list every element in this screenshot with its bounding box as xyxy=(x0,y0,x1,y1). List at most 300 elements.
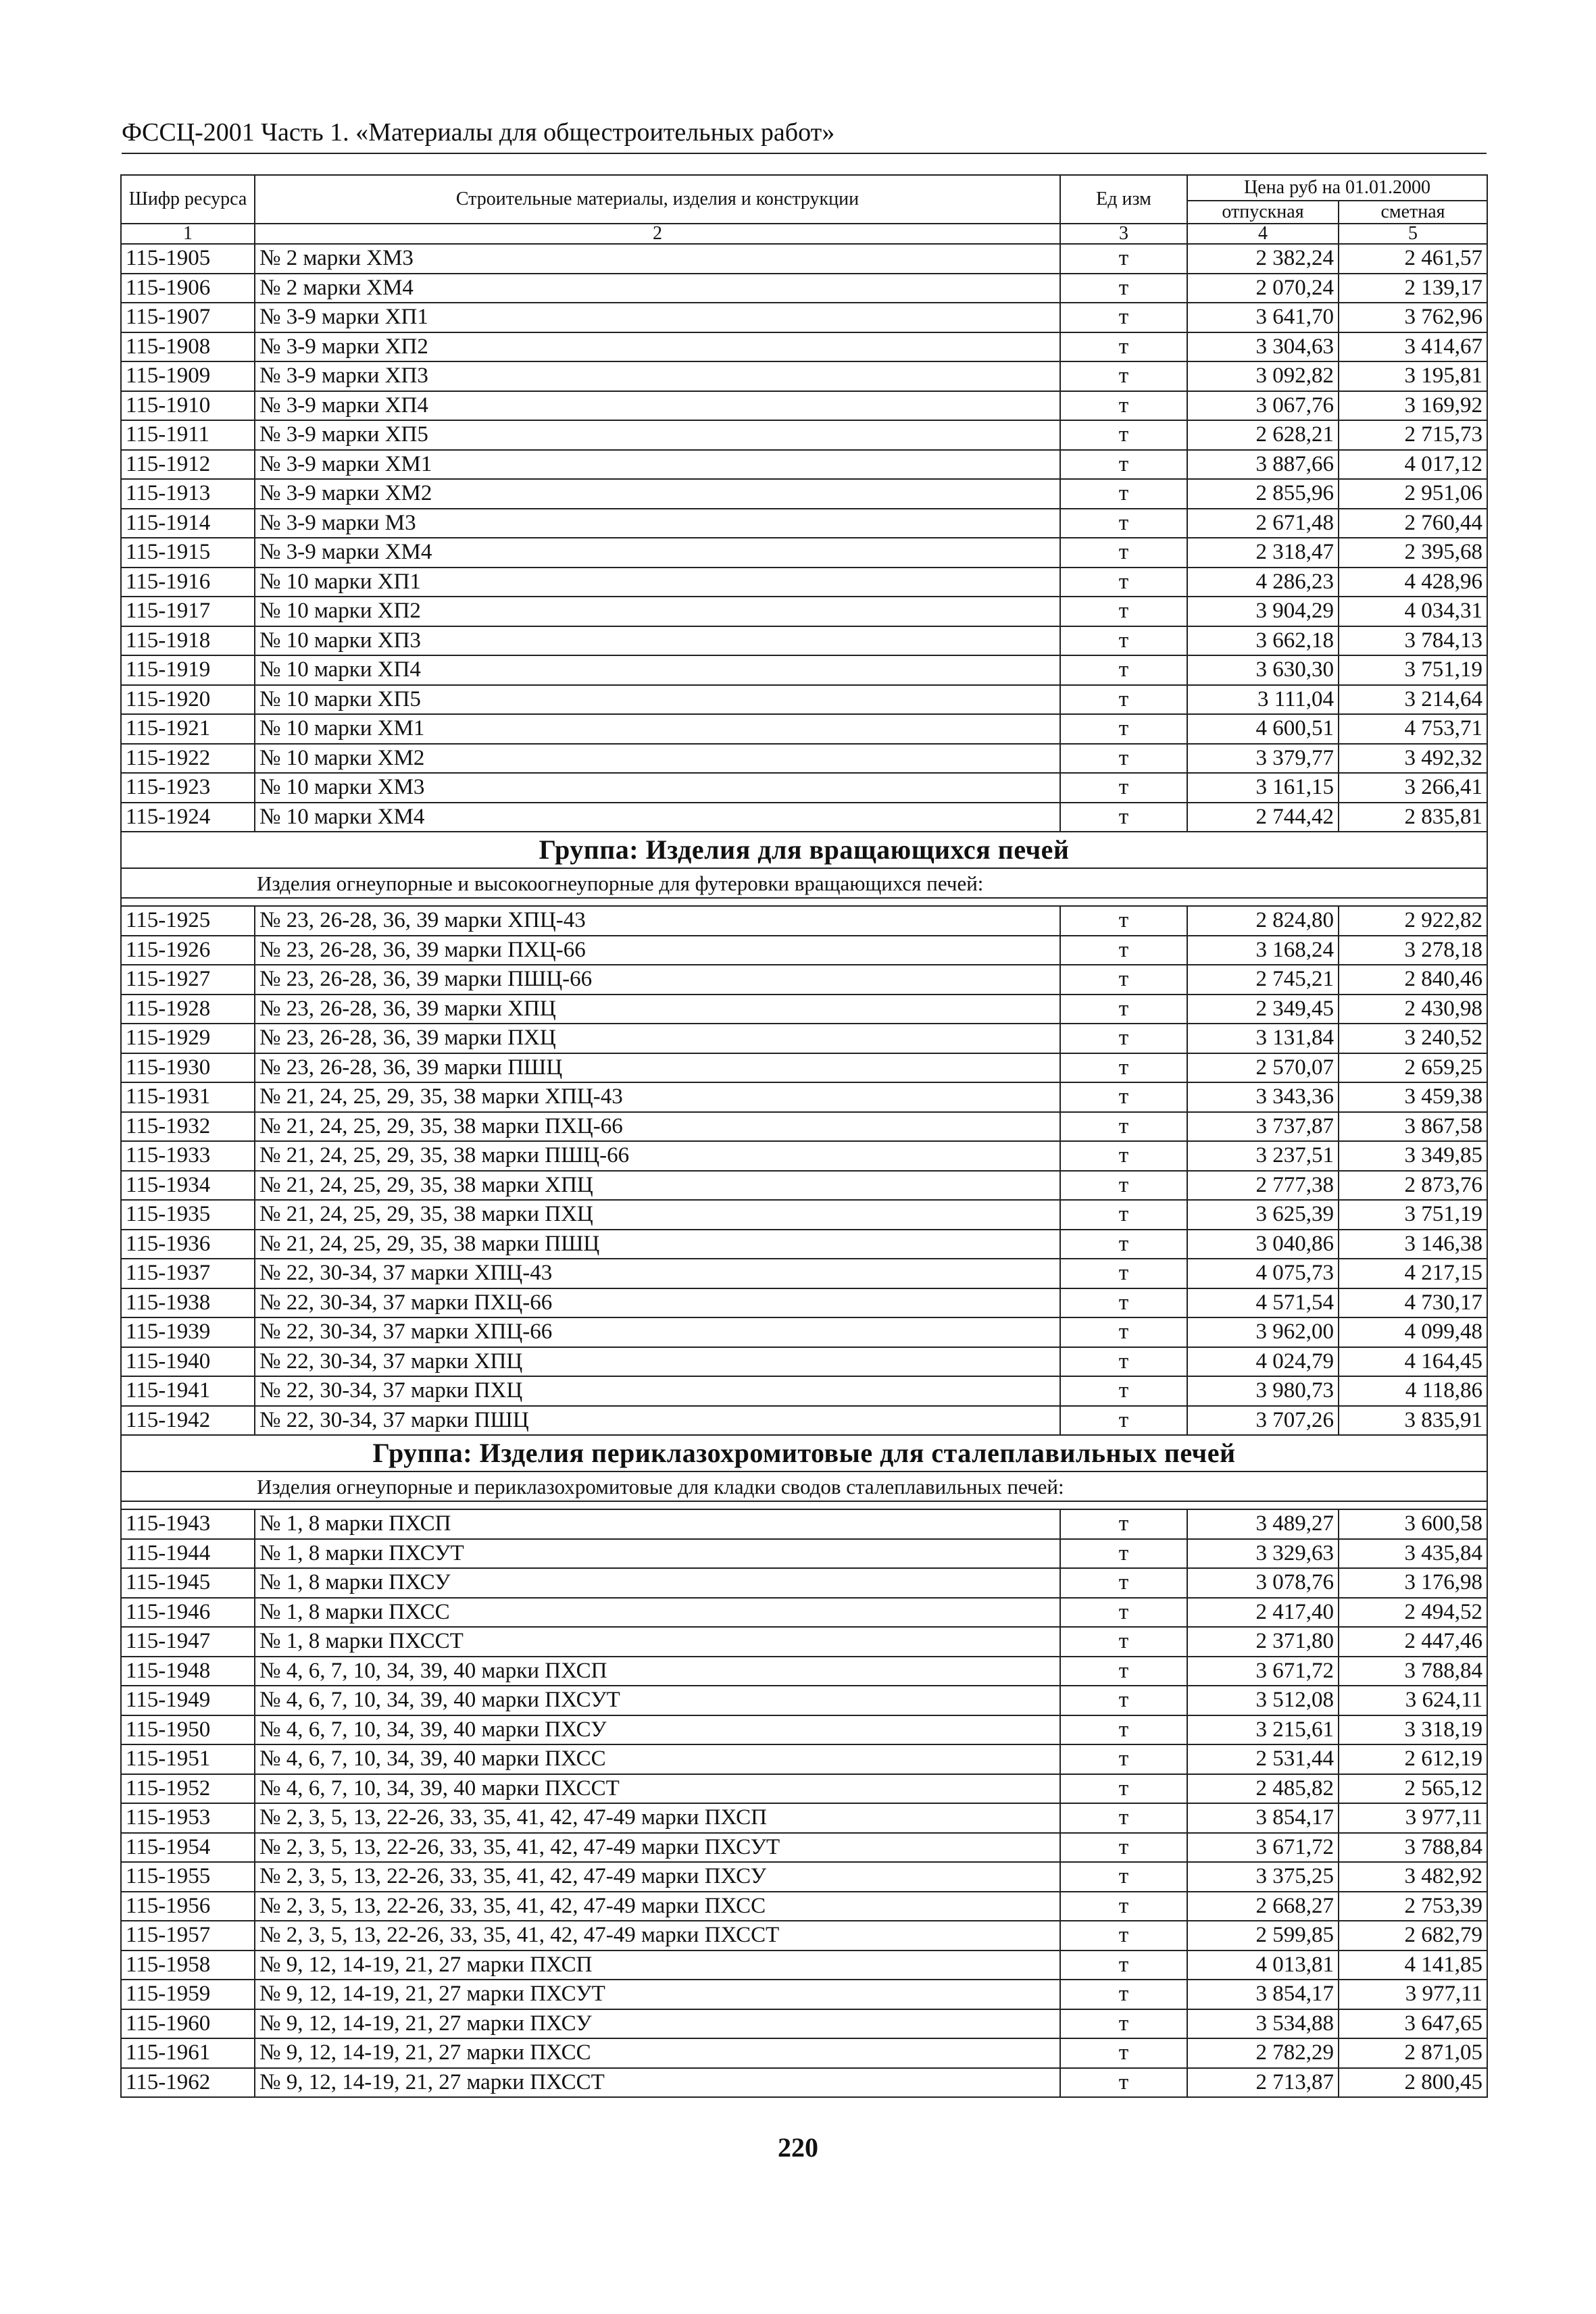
material-name-cell: № 2, 3, 5, 13, 22-26, 33, 35, 41, 42, 47-49 марки ПХСС xyxy=(255,1892,1060,1921)
table-row xyxy=(121,1892,1487,1921)
estimate-price-cell: 2 682,79 xyxy=(1339,1921,1487,1951)
resource-code-cell: 115-1949 xyxy=(121,1686,255,1715)
resource-code-cell: 115-1933 xyxy=(121,1141,255,1171)
release-price-cell: 3 671,72 xyxy=(1187,1657,1339,1686)
resource-code-cell: 115-1916 xyxy=(121,568,255,597)
resource-code-cell: 115-1925 xyxy=(121,906,255,936)
release-price-cell: 3 040,86 xyxy=(1187,1230,1339,1259)
release-price-cell: 3 329,63 xyxy=(1187,1539,1339,1569)
table-row xyxy=(121,936,1487,965)
resource-code-cell: 115-1941 xyxy=(121,1376,255,1406)
unit-cell: т xyxy=(1060,303,1187,332)
unit-cell: т xyxy=(1060,1539,1187,1569)
unit-cell: т xyxy=(1060,1141,1187,1171)
table-row xyxy=(121,906,1487,936)
release-price-cell: 3 707,26 xyxy=(1187,1406,1339,1436)
release-price-cell: 3 904,29 xyxy=(1187,597,1339,626)
unit-cell: т xyxy=(1060,568,1187,597)
resource-code-cell: 115-1919 xyxy=(121,655,255,685)
column-number-3: 3 xyxy=(1060,224,1187,244)
unit-cell: т xyxy=(1060,1657,1187,1686)
table-row xyxy=(121,1686,1487,1715)
release-price-cell: 3 092,82 xyxy=(1187,361,1339,391)
release-price-cell: 4 013,81 xyxy=(1187,1951,1339,1980)
material-name-cell: № 10 марки ХМ4 xyxy=(255,803,1060,832)
resource-code-cell: 115-1950 xyxy=(121,1715,255,1745)
unit-cell: т xyxy=(1060,773,1187,803)
material-name-cell: № 9, 12, 14-19, 21, 27 марки ПХСУТ xyxy=(255,1980,1060,2009)
release-price-cell: 3 343,36 xyxy=(1187,1082,1339,1112)
release-price-cell: 3 534,88 xyxy=(1187,2009,1339,2039)
unit-cell: т xyxy=(1060,2068,1187,2098)
resource-code-cell: 115-1911 xyxy=(121,420,255,450)
release-price-cell: 3 168,24 xyxy=(1187,936,1339,965)
release-price-cell: 2 855,96 xyxy=(1187,479,1339,509)
resource-code-cell: 115-1954 xyxy=(121,1833,255,1863)
release-price-cell: 3 854,17 xyxy=(1187,1980,1339,2009)
estimate-price-cell: 3 835,91 xyxy=(1339,1406,1487,1436)
unit-cell: т xyxy=(1060,274,1187,303)
unit-cell: т xyxy=(1060,1627,1187,1657)
table-body-group-1 xyxy=(121,906,1487,1435)
estimate-price-cell: 3 762,96 xyxy=(1339,303,1487,332)
estimate-price-cell: 2 715,73 xyxy=(1339,420,1487,450)
page-number: 220 xyxy=(778,2132,818,2163)
column-number-1: 1 xyxy=(121,224,255,244)
estimate-price-cell: 4 217,15 xyxy=(1339,1259,1487,1288)
resource-code-cell: 115-1960 xyxy=(121,2009,255,2039)
estimate-price-cell: 2 659,25 xyxy=(1339,1053,1487,1083)
release-price-cell: 2 318,47 xyxy=(1187,538,1339,568)
table-row xyxy=(121,1744,1487,1774)
release-price-cell: 2 485,82 xyxy=(1187,1774,1339,1804)
release-price-cell: 3 737,87 xyxy=(1187,1112,1339,1142)
material-name-cell: № 22, 30-34, 37 марки ПШЦ xyxy=(255,1406,1060,1436)
unit-cell: т xyxy=(1060,1288,1187,1318)
spacer-row xyxy=(121,1501,1487,1509)
table-row xyxy=(121,1833,1487,1863)
estimate-price-cell: 3 482,92 xyxy=(1339,1862,1487,1892)
unit-cell: т xyxy=(1060,450,1187,480)
release-price-cell: 3 980,73 xyxy=(1187,1376,1339,1406)
table-row xyxy=(121,1862,1487,1892)
resource-code-cell: 115-1955 xyxy=(121,1862,255,1892)
resource-code-cell: 115-1907 xyxy=(121,303,255,332)
unit-cell: т xyxy=(1060,1715,1187,1745)
material-name-cell: № 23, 26-28, 36, 39 марки ПХЦ-66 xyxy=(255,936,1060,965)
table-row xyxy=(121,1774,1487,1804)
table-row xyxy=(121,685,1487,715)
unit-cell: т xyxy=(1060,1406,1187,1436)
table-row xyxy=(121,2068,1487,2098)
unit-cell: т xyxy=(1060,1024,1187,1053)
column-header-unit: Ед изм xyxy=(1060,175,1187,224)
estimate-price-cell: 4 099,48 xyxy=(1339,1317,1487,1347)
unit-cell: т xyxy=(1060,803,1187,832)
table-row xyxy=(121,1053,1487,1083)
resource-code-cell: 115-1915 xyxy=(121,538,255,568)
material-name-cell: № 1, 8 марки ПХССТ xyxy=(255,1627,1060,1657)
resource-code-cell: 115-1931 xyxy=(121,1082,255,1112)
group-2-heading xyxy=(121,1435,1487,1509)
material-name-cell: № 1, 8 марки ПХСУТ xyxy=(255,1539,1060,1569)
material-name-cell: № 22, 30-34, 37 марки ХПЦ-66 xyxy=(255,1317,1060,1347)
estimate-price-cell: 3 977,11 xyxy=(1339,1980,1487,2009)
resource-code-cell: 115-1932 xyxy=(121,1112,255,1142)
material-name-cell: № 3-9 марки М3 xyxy=(255,509,1060,538)
estimate-price-cell: 3 867,58 xyxy=(1339,1112,1487,1142)
resource-code-cell: 115-1953 xyxy=(121,1803,255,1833)
release-price-cell: 3 630,30 xyxy=(1187,655,1339,685)
release-price-cell: 2 599,85 xyxy=(1187,1921,1339,1951)
resource-code-cell: 115-1928 xyxy=(121,995,255,1024)
column-header-estimate-price: сметная xyxy=(1339,201,1487,224)
resource-code-cell: 115-1952 xyxy=(121,1774,255,1804)
material-name-cell: № 4, 6, 7, 10, 34, 39, 40 марки ПХСС xyxy=(255,1744,1060,1774)
unit-cell: т xyxy=(1060,1951,1187,1980)
material-name-cell: № 22, 30-34, 37 марки ПХЦ-66 xyxy=(255,1288,1060,1318)
unit-cell: т xyxy=(1060,1230,1187,1259)
release-price-cell: 2 531,44 xyxy=(1187,1744,1339,1774)
material-name-cell: № 21, 24, 25, 29, 35, 38 марки ХПЦ-43 xyxy=(255,1082,1060,1112)
column-header-name: Строительные материалы, изделия и конструкции xyxy=(255,175,1060,224)
resource-code-cell: 115-1959 xyxy=(121,1980,255,2009)
table-row xyxy=(121,1141,1487,1171)
estimate-price-cell: 3 459,38 xyxy=(1339,1082,1487,1112)
resource-code-cell: 115-1940 xyxy=(121,1347,255,1377)
resource-code-cell: 115-1958 xyxy=(121,1951,255,1980)
release-price-cell: 2 744,42 xyxy=(1187,803,1339,832)
material-name-cell: № 2, 3, 5, 13, 22-26, 33, 35, 41, 42, 47-49 марки ПХСП xyxy=(255,1803,1060,1833)
table-row xyxy=(121,509,1487,538)
material-name-cell: № 21, 24, 25, 29, 35, 38 марки ПХЦ-66 xyxy=(255,1112,1060,1142)
release-price-cell: 3 379,77 xyxy=(1187,744,1339,774)
release-price-cell: 2 070,24 xyxy=(1187,274,1339,303)
release-price-cell: 4 075,73 xyxy=(1187,1259,1339,1288)
table-row xyxy=(121,450,1487,480)
material-name-cell: № 10 марки ХП2 xyxy=(255,597,1060,626)
estimate-price-cell: 3 278,18 xyxy=(1339,936,1487,965)
release-price-cell: 2 371,80 xyxy=(1187,1627,1339,1657)
estimate-price-cell: 4 428,96 xyxy=(1339,568,1487,597)
table-row xyxy=(121,1627,1487,1657)
material-name-cell: № 1, 8 марки ПХСУ xyxy=(255,1568,1060,1598)
release-price-cell: 2 777,38 xyxy=(1187,1171,1339,1201)
estimate-price-cell: 2 430,98 xyxy=(1339,995,1487,1024)
table-body-top xyxy=(121,244,1487,832)
resource-code-cell: 115-1910 xyxy=(121,391,255,421)
unit-cell: т xyxy=(1060,244,1187,274)
table-row xyxy=(121,1317,1487,1347)
release-price-cell: 2 745,21 xyxy=(1187,965,1339,995)
estimate-price-cell: 3 751,19 xyxy=(1339,1200,1487,1230)
estimate-price-cell: 2 447,46 xyxy=(1339,1627,1487,1657)
estimate-price-cell: 4 017,12 xyxy=(1339,450,1487,480)
table-row xyxy=(121,568,1487,597)
unit-cell: т xyxy=(1060,2009,1187,2039)
resource-code-cell: 115-1909 xyxy=(121,361,255,391)
resource-code-cell: 115-1947 xyxy=(121,1627,255,1657)
resource-code-cell: 115-1934 xyxy=(121,1171,255,1201)
unit-cell: т xyxy=(1060,332,1187,362)
material-name-cell: № 10 марки ХМ2 xyxy=(255,744,1060,774)
estimate-price-cell: 3 146,38 xyxy=(1339,1230,1487,1259)
estimate-price-cell: 3 647,65 xyxy=(1339,2009,1487,2039)
unit-cell: т xyxy=(1060,906,1187,936)
material-name-cell: № 23, 26-28, 36, 39 марки ПШЦ-66 xyxy=(255,965,1060,995)
estimate-price-cell: 3 788,84 xyxy=(1339,1833,1487,1863)
material-name-cell: № 10 марки ХП5 xyxy=(255,685,1060,715)
unit-cell: т xyxy=(1060,1921,1187,1951)
table-row xyxy=(121,1715,1487,1745)
resource-code-cell: 115-1938 xyxy=(121,1288,255,1318)
estimate-price-cell: 2 800,45 xyxy=(1339,2068,1487,2098)
material-name-cell: № 9, 12, 14-19, 21, 27 марки ПХСС xyxy=(255,2038,1060,2068)
resource-code-cell: 115-1946 xyxy=(121,1598,255,1628)
unit-cell: т xyxy=(1060,538,1187,568)
table-row xyxy=(121,1171,1487,1201)
group-title: Группа: Изделия периклазохромитовые для сталеплавильных печей xyxy=(121,1435,1487,1472)
table-row xyxy=(121,1568,1487,1598)
table-row xyxy=(121,391,1487,421)
estimate-price-cell: 3 266,41 xyxy=(1339,773,1487,803)
material-name-cell: № 2, 3, 5, 13, 22-26, 33, 35, 41, 42, 47-49 марки ПХССТ xyxy=(255,1921,1060,1951)
material-name-cell: № 9, 12, 14-19, 21, 27 марки ПХСУ xyxy=(255,2009,1060,2039)
resource-code-cell: 115-1926 xyxy=(121,936,255,965)
table-row xyxy=(121,1288,1487,1318)
table-row xyxy=(121,274,1487,303)
group-1-heading xyxy=(121,832,1487,906)
resource-code-cell: 115-1961 xyxy=(121,2038,255,2068)
estimate-price-cell: 2 395,68 xyxy=(1339,538,1487,568)
table-row xyxy=(121,1657,1487,1686)
release-price-cell: 3 625,39 xyxy=(1187,1200,1339,1230)
page-header-title: ФССЦ-2001 Часть 1. «Материалы для общестроительных работ» xyxy=(122,115,1487,154)
resource-code-cell: 115-1944 xyxy=(121,1539,255,1569)
material-name-cell: № 3-9 марки ХП4 xyxy=(255,391,1060,421)
table-row xyxy=(121,2009,1487,2039)
release-price-cell: 3 237,51 xyxy=(1187,1141,1339,1171)
material-name-cell: № 3-9 марки ХП2 xyxy=(255,332,1060,362)
unit-cell: т xyxy=(1060,626,1187,656)
estimate-price-cell: 3 214,64 xyxy=(1339,685,1487,715)
unit-cell: т xyxy=(1060,1317,1187,1347)
table-row xyxy=(121,1200,1487,1230)
release-price-cell: 3 078,76 xyxy=(1187,1568,1339,1598)
resource-code-cell: 115-1924 xyxy=(121,803,255,832)
unit-cell: т xyxy=(1060,597,1187,626)
column-header-release-price: отпускная xyxy=(1187,201,1339,224)
table-row xyxy=(121,1509,1487,1539)
table-row xyxy=(121,995,1487,1024)
material-name-cell: № 1, 8 марки ПХСП xyxy=(255,1509,1060,1539)
table-row xyxy=(121,655,1487,685)
material-name-cell: № 3-9 марки ХМ1 xyxy=(255,450,1060,480)
material-name-cell: № 2, 3, 5, 13, 22-26, 33, 35, 41, 42, 47-49 марки ПХСУ xyxy=(255,1862,1060,1892)
release-price-cell: 2 417,40 xyxy=(1187,1598,1339,1628)
material-name-cell: № 23, 26-28, 36, 39 марки ХПЦ xyxy=(255,995,1060,1024)
estimate-price-cell: 3 600,58 xyxy=(1339,1509,1487,1539)
resource-code-cell: 115-1913 xyxy=(121,479,255,509)
material-name-cell: № 9, 12, 14-19, 21, 27 марки ПХССТ xyxy=(255,2068,1060,2098)
material-name-cell: № 22, 30-34, 37 марки ПХЦ xyxy=(255,1376,1060,1406)
release-price-cell: 3 512,08 xyxy=(1187,1686,1339,1715)
table-row xyxy=(121,1980,1487,2009)
table-row xyxy=(121,714,1487,744)
release-price-cell: 2 570,07 xyxy=(1187,1053,1339,1083)
column-header-price: Цена руб на 01.01.2000 xyxy=(1187,175,1487,201)
table-row xyxy=(121,803,1487,832)
resource-code-cell: 115-1939 xyxy=(121,1317,255,1347)
table-row xyxy=(121,2038,1487,2068)
release-price-cell: 3 641,70 xyxy=(1187,303,1339,332)
resource-code-cell: 115-1945 xyxy=(121,1568,255,1598)
estimate-price-cell: 2 835,81 xyxy=(1339,803,1487,832)
release-price-cell: 3 662,18 xyxy=(1187,626,1339,656)
material-name-cell: № 21, 24, 25, 29, 35, 38 марки ХПЦ xyxy=(255,1171,1060,1201)
group-subtitle: Изделия огнеупорные и высокоогнеупорные для футеровки вращающихся печей: xyxy=(121,868,1487,898)
unit-cell: т xyxy=(1060,1171,1187,1201)
estimate-price-cell: 4 164,45 xyxy=(1339,1347,1487,1377)
resource-code-cell: 115-1957 xyxy=(121,1921,255,1951)
material-name-cell: № 4, 6, 7, 10, 34, 39, 40 марки ПХСП xyxy=(255,1657,1060,1686)
material-name-cell: № 4, 6, 7, 10, 34, 39, 40 марки ПХСУТ xyxy=(255,1686,1060,1715)
estimate-price-cell: 4 753,71 xyxy=(1339,714,1487,744)
material-name-cell: № 3-9 марки ХМ2 xyxy=(255,479,1060,509)
material-name-cell: № 1, 8 марки ПХСС xyxy=(255,1598,1060,1628)
estimate-price-cell: 3 414,67 xyxy=(1339,332,1487,362)
material-name-cell: № 22, 30-34, 37 марки ХПЦ xyxy=(255,1347,1060,1377)
unit-cell: т xyxy=(1060,714,1187,744)
table-row xyxy=(121,303,1487,332)
estimate-price-cell: 2 139,17 xyxy=(1339,274,1487,303)
release-price-cell: 2 628,21 xyxy=(1187,420,1339,450)
table-row xyxy=(121,597,1487,626)
material-name-cell: № 21, 24, 25, 29, 35, 38 марки ПШЦ-66 xyxy=(255,1141,1060,1171)
table-row xyxy=(121,1406,1487,1436)
column-number-4: 4 xyxy=(1187,224,1339,244)
unit-cell: т xyxy=(1060,391,1187,421)
release-price-cell: 4 286,23 xyxy=(1187,568,1339,597)
estimate-price-cell: 3 751,19 xyxy=(1339,655,1487,685)
unit-cell: т xyxy=(1060,361,1187,391)
estimate-price-cell: 3 435,84 xyxy=(1339,1539,1487,1569)
unit-cell: т xyxy=(1060,1744,1187,1774)
table-row xyxy=(121,1539,1487,1569)
table-row xyxy=(121,1921,1487,1951)
table-row xyxy=(121,1598,1487,1628)
unit-cell: т xyxy=(1060,965,1187,995)
estimate-price-cell: 2 840,46 xyxy=(1339,965,1487,995)
estimate-price-cell: 3 349,85 xyxy=(1339,1141,1487,1171)
table-row xyxy=(121,773,1487,803)
material-name-cell: № 21, 24, 25, 29, 35, 38 марки ПХЦ xyxy=(255,1200,1060,1230)
resource-code-cell: 115-1914 xyxy=(121,509,255,538)
unit-cell: т xyxy=(1060,1862,1187,1892)
material-name-cell: № 10 марки ХП3 xyxy=(255,626,1060,656)
unit-cell: т xyxy=(1060,1803,1187,1833)
release-price-cell: 2 671,48 xyxy=(1187,509,1339,538)
estimate-price-cell: 3 169,92 xyxy=(1339,391,1487,421)
unit-cell: т xyxy=(1060,655,1187,685)
estimate-price-cell: 3 195,81 xyxy=(1339,361,1487,391)
unit-cell: т xyxy=(1060,744,1187,774)
column-number-2: 2 xyxy=(255,224,1060,244)
estimate-price-cell: 3 624,11 xyxy=(1339,1686,1487,1715)
unit-cell: т xyxy=(1060,936,1187,965)
unit-cell: т xyxy=(1060,1686,1187,1715)
material-name-cell: № 3-9 марки ХП3 xyxy=(255,361,1060,391)
resource-code-cell: 115-1927 xyxy=(121,965,255,995)
release-price-cell: 2 713,87 xyxy=(1187,2068,1339,2098)
table-row xyxy=(121,538,1487,568)
material-name-cell: № 10 марки ХМ3 xyxy=(255,773,1060,803)
estimate-price-cell: 2 760,44 xyxy=(1339,509,1487,538)
material-name-cell: № 2 марки ХМ3 xyxy=(255,244,1060,274)
resource-code-cell: 115-1935 xyxy=(121,1200,255,1230)
unit-cell: т xyxy=(1060,1892,1187,1921)
table-row xyxy=(121,1259,1487,1288)
unit-cell: т xyxy=(1060,420,1187,450)
estimate-price-cell: 3 784,13 xyxy=(1339,626,1487,656)
estimate-price-cell: 4 141,85 xyxy=(1339,1951,1487,1980)
table-row xyxy=(121,1230,1487,1259)
material-name-cell: № 22, 30-34, 37 марки ХПЦ-43 xyxy=(255,1259,1060,1288)
release-price-cell: 3 962,00 xyxy=(1187,1317,1339,1347)
material-name-cell: № 2, 3, 5, 13, 22-26, 33, 35, 41, 42, 47-49 марки ПХСУТ xyxy=(255,1833,1060,1863)
material-name-cell: № 4, 6, 7, 10, 34, 39, 40 марки ПХСУ xyxy=(255,1715,1060,1745)
unit-cell: т xyxy=(1060,1200,1187,1230)
resource-code-cell: 115-1930 xyxy=(121,1053,255,1083)
material-name-cell: № 4, 6, 7, 10, 34, 39, 40 марки ПХССТ xyxy=(255,1774,1060,1804)
estimate-price-cell: 4 730,17 xyxy=(1339,1288,1487,1318)
release-price-cell: 3 215,61 xyxy=(1187,1715,1339,1745)
material-name-cell: № 10 марки ХП1 xyxy=(255,568,1060,597)
table-row xyxy=(121,1951,1487,1980)
unit-cell: т xyxy=(1060,995,1187,1024)
material-name-cell: № 23, 26-28, 36, 39 марки ПШЦ xyxy=(255,1053,1060,1083)
release-price-cell: 4 571,54 xyxy=(1187,1288,1339,1318)
group-subtitle: Изделия огнеупорные и периклазохромитовые для кладки сводов сталеплавильных печей: xyxy=(121,1472,1487,1501)
estimate-price-cell: 2 922,82 xyxy=(1339,906,1487,936)
resource-code-cell: 115-1908 xyxy=(121,332,255,362)
table-header xyxy=(121,175,1487,244)
table-row xyxy=(121,420,1487,450)
table-row xyxy=(121,361,1487,391)
resource-code-cell: 115-1929 xyxy=(121,1024,255,1053)
column-number-5: 5 xyxy=(1339,224,1487,244)
estimate-price-cell: 4 034,31 xyxy=(1339,597,1487,626)
release-price-cell: 3 671,72 xyxy=(1187,1833,1339,1863)
unit-cell: т xyxy=(1060,1053,1187,1083)
resource-code-cell: 115-1921 xyxy=(121,714,255,744)
release-price-cell: 3 111,04 xyxy=(1187,685,1339,715)
resource-code-cell: 115-1951 xyxy=(121,1744,255,1774)
table-row xyxy=(121,1024,1487,1053)
material-name-cell: № 3-9 марки ХП5 xyxy=(255,420,1060,450)
unit-cell: т xyxy=(1060,1082,1187,1112)
table-row xyxy=(121,965,1487,995)
resource-code-cell: 115-1937 xyxy=(121,1259,255,1288)
unit-cell: т xyxy=(1060,685,1187,715)
unit-cell: т xyxy=(1060,1774,1187,1804)
unit-cell: т xyxy=(1060,1376,1187,1406)
release-price-cell: 3 489,27 xyxy=(1187,1509,1339,1539)
unit-cell: т xyxy=(1060,509,1187,538)
release-price-cell: 4 024,79 xyxy=(1187,1347,1339,1377)
resource-code-cell: 115-1956 xyxy=(121,1892,255,1921)
resource-code-cell: 115-1962 xyxy=(121,2068,255,2098)
